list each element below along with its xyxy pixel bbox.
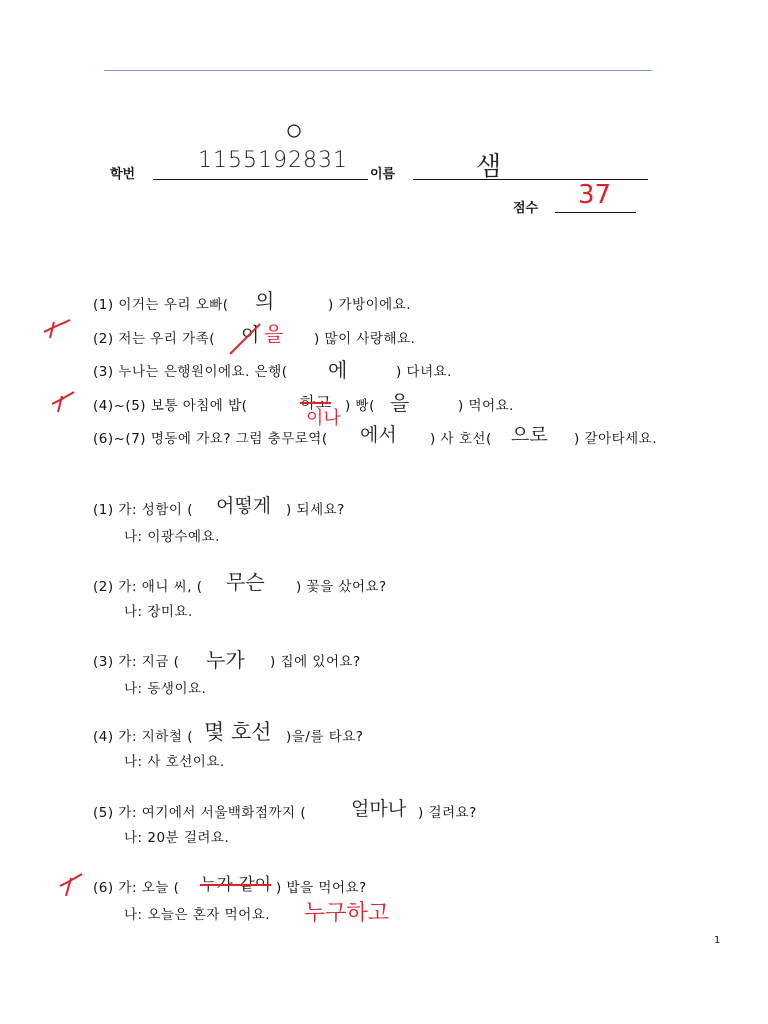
score-underline: [555, 212, 636, 213]
qa6-answer: 누가 같이: [200, 875, 272, 895]
qa4-ga: (4) 가: 지하철 (: [93, 729, 193, 745]
qa6-ga-suffix: ) 밥을 먹어요?: [276, 880, 367, 896]
circle-mark: ○: [285, 113, 304, 148]
qa4-answer: 몇 호선: [204, 720, 272, 744]
qa2-ga: (2) 가: 애니 씨, (: [93, 579, 203, 595]
check-mark-icon: [50, 390, 76, 414]
q4-correction: 이나: [306, 408, 341, 429]
q4-answer: 하고: [300, 393, 331, 412]
q2-suffix: ) 많이 사랑해요.: [314, 331, 416, 347]
q2-answer: 이: [241, 324, 260, 346]
qa4-ga-suffix: )을/를 타요?: [286, 729, 364, 745]
q2-correction: 을: [264, 322, 284, 346]
qa3-answer: 누가: [206, 648, 245, 672]
q4-suffix: ) 먹어요.: [458, 398, 514, 414]
qa5-answer: 얼마나: [351, 798, 407, 820]
q3-prompt: (3) 누나는 은행원이에요. 은행(: [93, 364, 288, 380]
qa3-ga: (3) 가: 지금 (: [93, 654, 180, 670]
q1-answer: 의: [255, 289, 275, 313]
student-id-label: 학번: [110, 167, 136, 182]
qa3-ga-suffix: ) 집에 있어요?: [270, 654, 361, 670]
qa1-na: 나: 이광수예요.: [124, 529, 220, 545]
check-mark-icon: [58, 872, 84, 898]
strike-mark-icon: [228, 322, 262, 356]
name-label: 이름: [370, 167, 396, 182]
qa2-na: 나: 장미요.: [124, 604, 193, 620]
q4-prompt: (4)~(5) 보통 아침에 밥(: [93, 398, 248, 414]
qa2-answer: 무슨: [226, 570, 265, 594]
student-id-underline: [153, 179, 368, 180]
qa5-na: 나: 20분 걸려요.: [124, 830, 230, 846]
qa1-ga: (1) 가: 성함이 (: [93, 502, 193, 518]
qa5-ga: (5) 가: 여기에서 서울백화점까지 (: [93, 805, 307, 821]
q4-middle: ) 빵(: [345, 398, 375, 414]
qa3-na: 나: 동생이요.: [124, 681, 207, 697]
qa5-ga-suffix: ) 걸려요?: [418, 805, 477, 821]
q6-prompt: (6)~(7) 명동에 가요? 그럼 충무로역(: [93, 431, 328, 447]
check-mark-icon: [42, 318, 72, 340]
score-label: 점수: [513, 201, 539, 216]
q2-prompt: (2) 저는 우리 가족(: [93, 331, 216, 347]
qa1-answer: 어떻게: [216, 495, 272, 517]
qa2-ga-suffix: ) 꽃을 샀어요?: [296, 579, 387, 595]
q3-answer: 에: [328, 358, 348, 382]
q1-prompt: (1) 이거는 우리 오빠(: [93, 297, 229, 313]
qa4-na: 나: 사 호선이요.: [124, 754, 225, 770]
page-number: 1: [714, 935, 721, 946]
q6-answer: 에서: [360, 424, 397, 446]
qa6-ga: (6) 가: 오늘 (: [93, 880, 180, 896]
q5-answer: 을: [390, 391, 410, 415]
q6-middle: ) 사 호선(: [430, 431, 492, 447]
student-id-value: 1155192831: [198, 148, 348, 173]
q3-suffix: ) 다녀요.: [396, 364, 452, 380]
qa1-ga-suffix: ) 되세요?: [286, 502, 345, 518]
name-value: 샘: [476, 152, 502, 182]
top-rule: [104, 70, 652, 71]
q1-suffix: ) 가방이에요.: [328, 297, 412, 313]
qa6-correction: 누구하고: [304, 901, 390, 926]
q7-suffix: ) 갈아타세요.: [574, 431, 658, 447]
name-underline: [413, 179, 648, 180]
score-value: 37: [578, 180, 612, 210]
qa6-na: 나: 오늘은 혼자 먹어요.: [124, 907, 271, 923]
q7-answer: 으로: [511, 424, 548, 446]
